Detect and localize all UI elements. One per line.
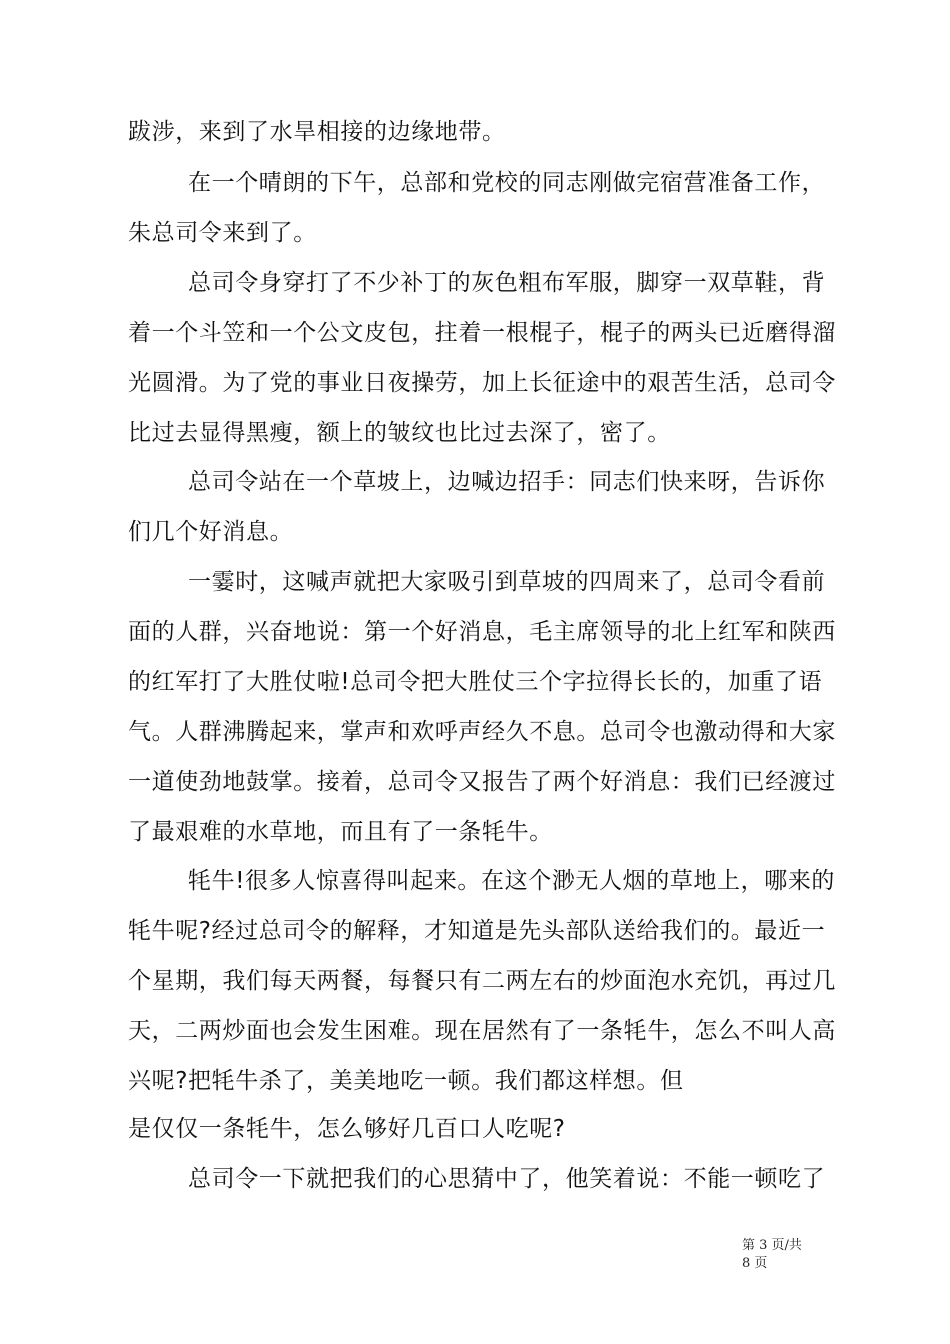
- text-line: 们几个好消息。: [128, 519, 294, 545]
- text-line: 着一个斗笠和一个公文皮包，拄着一根棍子，棍子的两头已近磨得溜: [128, 320, 836, 346]
- text-line: 跋涉，来到了水旱相接的边缘地带。: [128, 119, 506, 145]
- text-line: 牦牛呢?经过总司令的解释，才知道是先头部队送给我们的。最近一: [128, 918, 826, 944]
- text-line: 比过去显得黑瘦，额上的皱纹也比过去深了，密了。: [128, 420, 671, 446]
- text-line: 光圆滑。为了党的事业日夜操劳，加上长征途中的艰苦生活，总司令: [128, 370, 836, 396]
- text-line: 的红军打了大胜仗啦!总司令把大胜仗三个字拉得长长的，加重了语: [128, 669, 823, 695]
- text-line: 一霎时，这喊声就把大家吸引到草坡的四周来了，总司令看前: [188, 569, 826, 595]
- text-line: 兴呢?把牦牛杀了，美美地吃一顿。我们都这样想。但: [128, 1068, 684, 1094]
- text-line: 了最艰难的水草地，而且有了一条牦牛。: [128, 819, 553, 845]
- text-line: 个星期，我们每天两餐，每餐只有二两左右的炒面泡水充饥，再过几: [128, 968, 836, 994]
- text-line: 总司令一下就把我们的心思猜中了，他笑着说：不能一顿吃了: [188, 1166, 826, 1192]
- text-line: 天，二两炒面也会发生困难。现在居然有了一条牦牛，怎么不叫人高: [128, 1018, 836, 1044]
- text-line: 朱总司令来到了。: [128, 220, 317, 246]
- text-line: 气。人群沸腾起来，掌声和欢呼声经久不息。总司令也激动得和大家: [128, 719, 836, 745]
- page-number-line-1: 第 3 页/共: [742, 1238, 802, 1253]
- text-line: 牦牛!很多人惊喜得叫起来。在这个渺无人烟的草地上，哪来的: [188, 868, 836, 894]
- text-line: 一道使劲地鼓掌。接着，总司令又报告了两个好消息：我们已经渡过: [128, 769, 836, 795]
- text-line: 在一个晴朗的下午，总部和党校的同志刚做完宿营准备工作，: [188, 170, 826, 196]
- text-line: 面的人群，兴奋地说：第一个好消息，毛主席领导的北上红军和陕西: [128, 619, 836, 645]
- text-line: 总司令身穿打了不少补丁的灰色粗布军服，脚穿一双草鞋，背: [188, 270, 826, 296]
- text-line: 总司令站在一个草坡上，边喊边招手：同志们快来呀，告诉你: [188, 469, 826, 495]
- page-number-line-2: 8 页: [742, 1256, 768, 1271]
- text-line: 是仅仅一条牦牛，怎么够好几百口人吃呢?: [128, 1116, 566, 1142]
